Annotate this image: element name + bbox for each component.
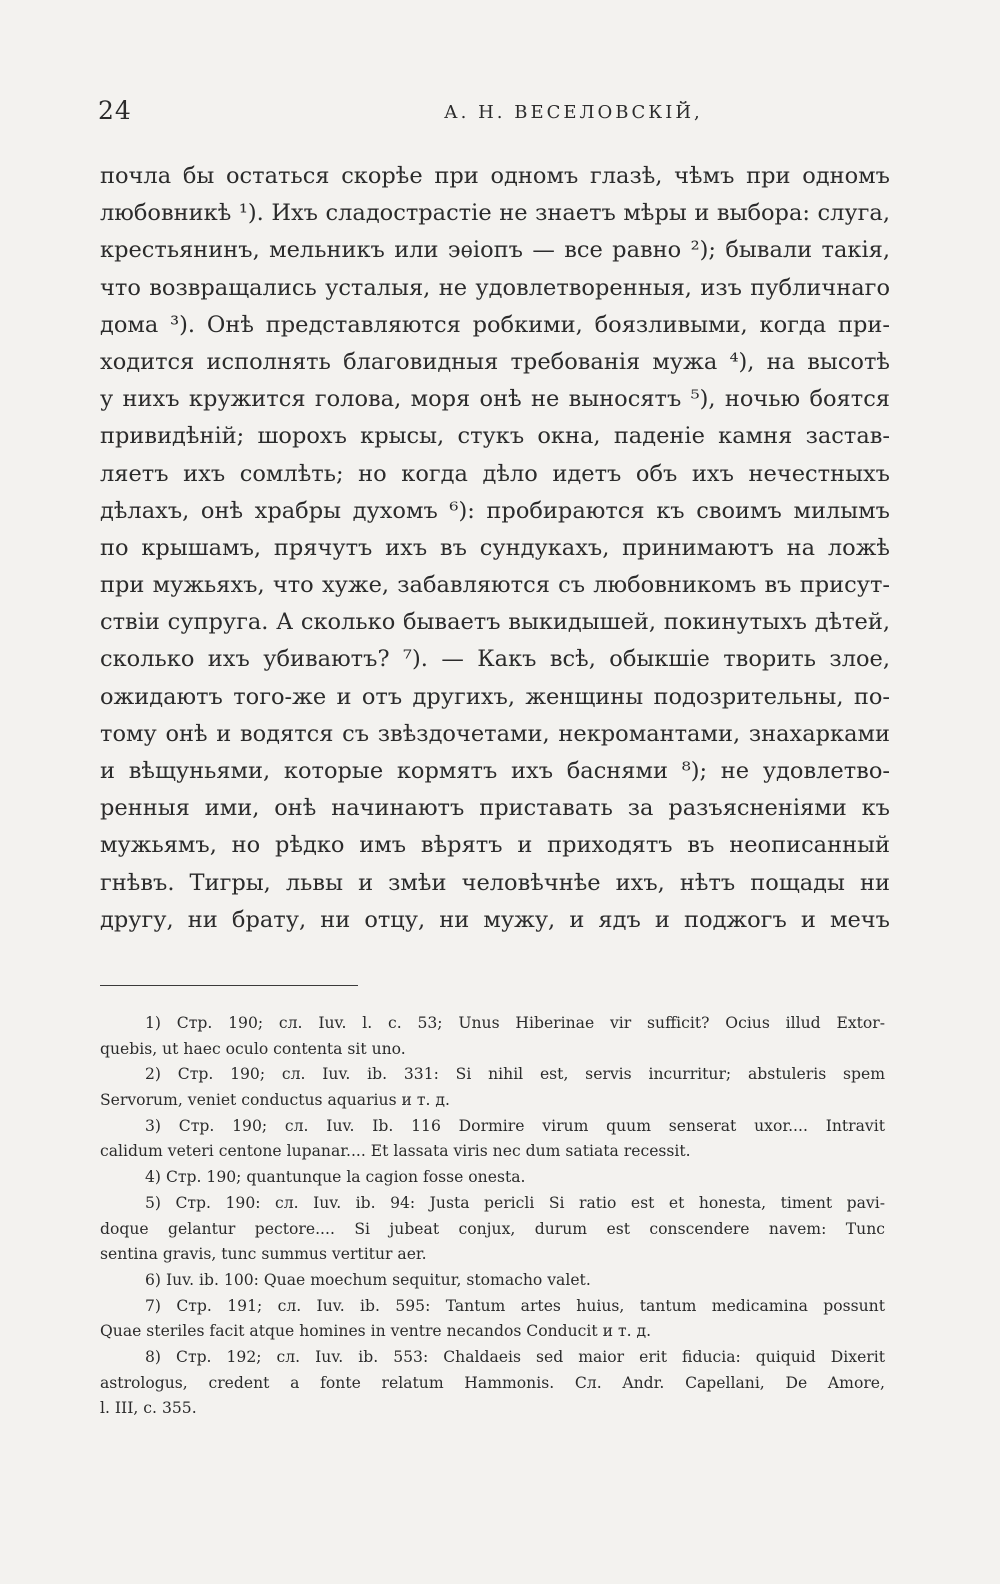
footnotes	[100, 1011, 885, 1422]
running-head	[96, 96, 896, 136]
body-line: ожидаютъ того-же и отъ другихъ, женщины подозрительны, по-	[100, 683, 890, 710]
body-line: что возвращались усталыя, не удовлетворенныя, изъ публичнаго	[100, 274, 890, 301]
footnote-line: 6) Iuv. ib. 100: Quae moechum sequitur, stomacho valet.	[145, 1270, 591, 1289]
body-line: тому онѣ и водятся съ звѣздочетами, некромантами, знахарками	[100, 720, 890, 747]
body-line: почла бы остаться скорѣе при одномъ глазѣ, чѣмъ при одномъ	[100, 163, 890, 189]
footnote-line: calidum veteri centone lupanar.... Et lassata viris nec dum satiata recessit.	[100, 1142, 691, 1161]
footnote-line: 3) Стр. 190; сл. Iuv. Ib. 116 Dormire virum quum senserat uxor.... Intravit	[145, 1116, 885, 1135]
footnote-line: sentina gravis, tunc summus vertitur aer.	[100, 1245, 427, 1264]
body-line: у нихъ кружится голова, моря онѣ не выносятъ ⁵), ночью боятся	[100, 386, 890, 413]
body-line: дѣлахъ, онѣ храбры духомъ ⁶): пробираются къ своимъ милымъ	[100, 497, 890, 524]
footnote-line: Servorum, veniet conductus aquarius и т. д.	[100, 1091, 450, 1110]
body-line: ляетъ ихъ сомлѣть; но когда дѣло идетъ объ ихъ нечестныхъ	[100, 460, 890, 487]
body-text	[100, 158, 890, 939]
footnote-line: l. III, c. 355.	[100, 1399, 197, 1418]
body-line: при мужьяхъ, что хуже, забавляются съ любовникомъ въ присут-	[100, 572, 890, 599]
footnote-line: 5) Стр. 190: сл. Iuv. ib. 94: Justa pericli Si ratio est et honesta, timent pavi-	[145, 1193, 885, 1212]
body-line: ходится исполнять благовидныя требованія мужа ⁴), на высотѣ	[100, 348, 890, 375]
body-line: привидѣній; шорохъ крысы, стукъ окна, паденіе камня застав-	[100, 423, 890, 450]
body-line: мужьямъ, но рѣдко имъ вѣрятъ и приходятъ въ неописанный	[100, 832, 890, 859]
footnote-line: quebis, ut haec oculo contenta sit uno.	[100, 1039, 406, 1058]
footnote-line: 7) Стр. 191; сл. Iuv. ib. 595: Tantum artes huius, tantum medicamina possunt	[145, 1296, 885, 1315]
body-line: крестьянинъ, мельникъ или эѳіопъ — все равно ²); бывали такія,	[100, 237, 890, 264]
body-line: дома ³). Онѣ представляются робкими, боязливыми, когда при-	[100, 311, 890, 338]
footnote-line: 4) Стр. 190; quantunque la cagion fosse onesta.	[145, 1168, 526, 1187]
body-line: и вѣщуньями, которые кормятъ ихъ баснями ⁸); не удовлетво-	[100, 758, 890, 784]
footnote-line: 1) Стр. 190; сл. Iuv. l. c. 53; Unus Hiberinae vir sufficit? Ocius illud Extor-	[145, 1014, 885, 1032]
body-line: гнѣвъ. Тигры, львы и змѣи человѣчнѣе ихъ, нѣтъ пощады ни	[100, 869, 890, 896]
running-title: А. Н. ВЕСЕЛОВСКІЙ,	[444, 102, 703, 123]
footnote-line: astrologus, credent a fonte relatum Hammonis. Сл. Andr. Capellani, De Amore,	[100, 1373, 885, 1392]
footnote-line: Quae steriles facit atque homines in ventre necandos Conducit и т. д.	[100, 1322, 652, 1341]
footnote-line: 8) Стр. 192; сл. Iuv. ib. 553: Chaldaeis sed maior erit fiducia: quiquid Dixerit	[145, 1347, 885, 1366]
body-line: по крышамъ, прячутъ ихъ въ сундукахъ, принимаютъ на ложѣ	[100, 534, 890, 561]
footnote-line: 2) Стр. 190; сл. Iuv. ib. 331: Si nihil est, servis incurritur; abstuleris spem	[145, 1065, 885, 1084]
body-line: другу, ни брату, ни отцу, ни мужу, и ядъ и поджогъ и мечъ	[100, 906, 890, 933]
body-line: любовникѣ ¹). Ихъ сладострастіе не знаетъ мѣры и выбора: слуга,	[100, 200, 890, 227]
body-line: ствіи супруга. А сколько бываетъ выкидышей, покинутыхъ дѣтей,	[100, 609, 890, 636]
footnote-rule	[100, 985, 358, 986]
page-number: 24	[98, 96, 132, 125]
body-line: сколько ихъ убиваютъ? ⁷). — Какъ всѣ, обыкшіе творить злое,	[100, 646, 890, 673]
body-line: ренныя ими, онѣ начинаютъ приставать за разъясненіями къ	[100, 795, 890, 822]
footnote-line: doque gelantur pectore.... Si jubeat conjux, durum est conscendere navem: Tunc	[100, 1219, 885, 1238]
